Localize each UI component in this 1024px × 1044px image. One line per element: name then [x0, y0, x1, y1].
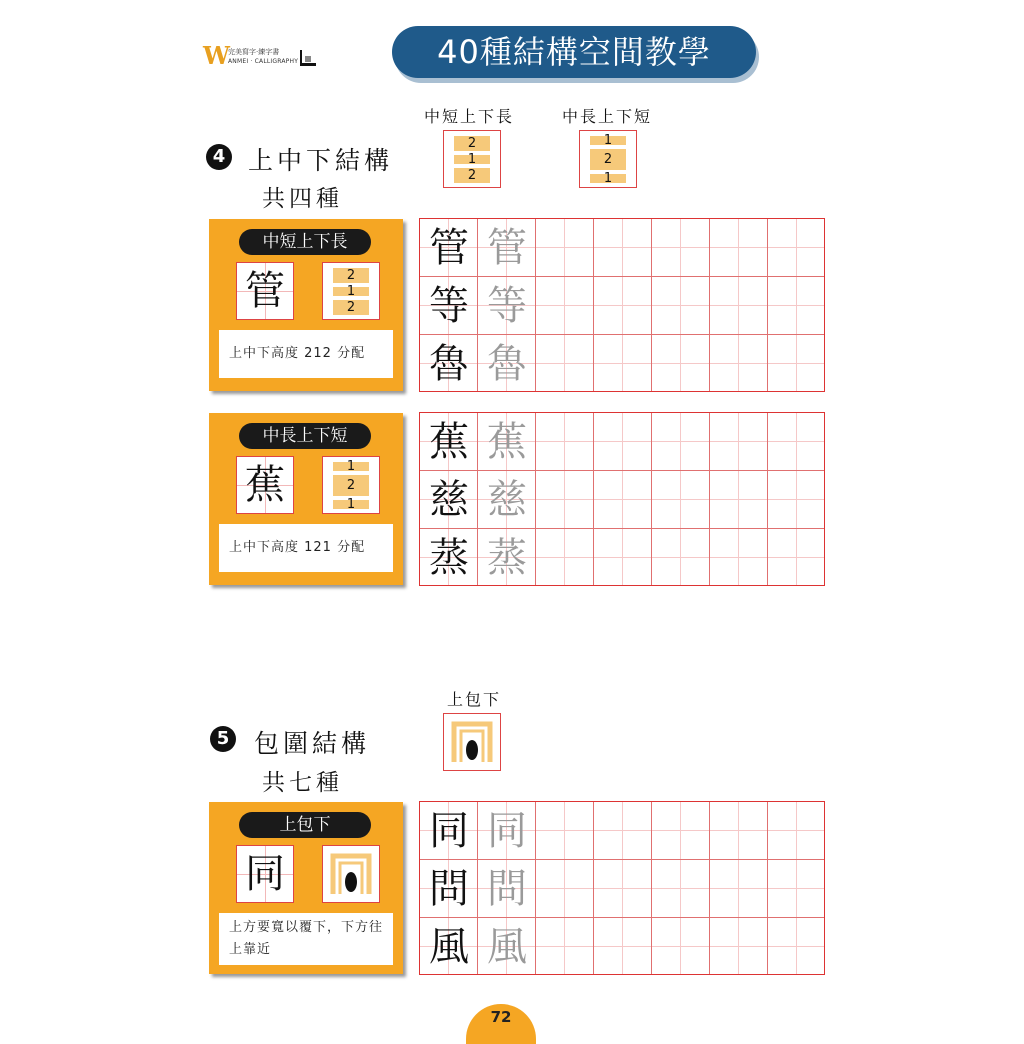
practice-grid[interactable]: [419, 218, 825, 392]
example-char: 蕉: [245, 462, 285, 508]
section-subtitle: 共七種: [262, 770, 343, 796]
trace-char: 管: [487, 225, 527, 271]
practice-grid[interactable]: [419, 801, 825, 975]
card-label: 中長上下短: [239, 423, 371, 449]
structure-diagram: [579, 130, 637, 188]
example-char-box: [236, 845, 294, 903]
diagram-number: 2: [333, 300, 369, 315]
practice-grid[interactable]: [419, 412, 825, 586]
trace-char: 慈: [487, 477, 527, 523]
card-description: 上中下高度 212 分配: [219, 330, 393, 378]
trace-char: 等: [487, 283, 527, 329]
model-char: 同: [429, 808, 469, 854]
structure-diagram: [443, 130, 501, 188]
card-label: 中短上下長: [239, 229, 371, 255]
ref-label: 中長上下短: [562, 107, 653, 126]
logo-letter: W: [203, 41, 230, 70]
trace-char: 蒸: [487, 535, 527, 581]
diagram-number: 2: [333, 475, 369, 496]
diagram-number: 2: [333, 268, 369, 283]
model-char: 蒸: [429, 535, 469, 581]
enclosure-diagram-icon: [444, 714, 500, 770]
diagram-number: 1: [333, 500, 369, 509]
section-title: 包圍結構: [254, 729, 371, 758]
example-char-box: [236, 262, 294, 320]
diagram-number: 2: [590, 149, 626, 170]
model-char: 魯: [429, 341, 469, 387]
structure-diagram: [322, 456, 380, 514]
section-number: 4: [206, 144, 232, 170]
section-number: 5: [210, 726, 236, 752]
model-char: 問: [429, 866, 469, 912]
ref-label: 上包下: [447, 690, 502, 709]
model-char: 風: [429, 924, 469, 970]
page-number: 72: [466, 1004, 536, 1044]
enclosure-diagram: [443, 713, 501, 771]
diagram-number: 1: [590, 136, 626, 145]
example-char: 同: [245, 851, 285, 897]
diagram-number: 1: [454, 155, 490, 164]
example-char: 管: [245, 268, 285, 314]
structure-diagram: [322, 262, 380, 320]
model-char: 管: [429, 225, 469, 271]
trace-char: 風: [487, 924, 527, 970]
diagram-number: 2: [454, 136, 490, 151]
logo-mark-icon: [300, 50, 316, 66]
enclosure-diagram: [322, 845, 380, 903]
structure-card: [209, 219, 403, 391]
structure-card: [209, 802, 403, 974]
card-label: 上包下: [239, 812, 371, 838]
diagram-number: 1: [333, 462, 369, 471]
diagram-number: 2: [454, 168, 490, 183]
page-title: 40種結構空間教學: [392, 26, 756, 78]
model-char: 蕉: [429, 419, 469, 465]
logo-title: 完美寫字‧練字書: [228, 48, 280, 56]
trace-char: 問: [487, 866, 527, 912]
card-description: 上方要寬以覆下，下方往上靠近: [219, 913, 393, 965]
ref-label: 中短上下長: [424, 107, 515, 126]
diagram-number: 1: [590, 174, 626, 183]
trace-char: 蕉: [487, 419, 527, 465]
trace-char: 魯: [487, 341, 527, 387]
model-char: 等: [429, 283, 469, 329]
section-subtitle: 共四種: [262, 186, 343, 212]
section-title: 上中下結構: [248, 146, 394, 175]
enclosure-diagram-icon: [323, 846, 379, 902]
example-char-box: [236, 456, 294, 514]
model-char: 慈: [429, 477, 469, 523]
trace-char: 同: [487, 808, 527, 854]
structure-card: [209, 413, 403, 585]
diagram-number: 1: [333, 287, 369, 296]
logo-subtitle: ANMEI · CALLIGRAPHY: [228, 58, 299, 65]
card-description: 上中下高度 121 分配: [219, 524, 393, 572]
